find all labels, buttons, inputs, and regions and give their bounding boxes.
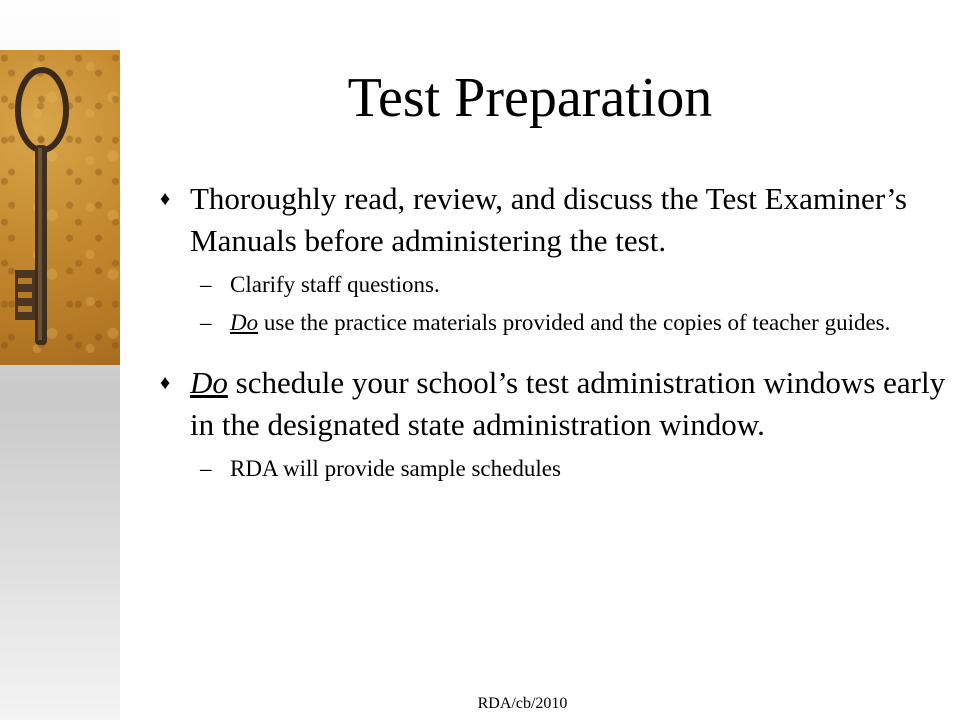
dash-bullet-icon: – [200, 456, 212, 481]
dash-bullet-icon: – [200, 272, 212, 297]
bullet-2-sub-1 [160, 452, 955, 486]
slide-content [160, 178, 955, 486]
bullet-1-sub-2 [160, 306, 955, 340]
dash-bullet-icon: – [200, 310, 212, 335]
diamond-bullet-icon: ♦ [160, 188, 171, 210]
slide-title: Test Preparation [347, 67, 713, 129]
bullet-1-sub-2-text [230, 306, 955, 340]
key-photo [0, 50, 120, 365]
bullet-1-sub-1 [160, 268, 955, 302]
bullet-2-text [190, 362, 955, 446]
emphasis-do: Do [230, 310, 259, 335]
bullet-1-text: Thoroughly read, review, and discuss the Test Examiner’s Manuals before administering the test. [190, 181, 907, 258]
diamond-bullet-icon: ♦ [160, 372, 171, 394]
slide-footer: RDA/cb/2010 [477, 695, 568, 712]
bullet-1-sub-1-text: Clarify staff questions. [230, 272, 440, 297]
key-icon [0, 50, 120, 365]
bullet-2 [160, 362, 955, 446]
bullet-2-sub-1-text: RDA will provide sample schedules [230, 456, 561, 481]
bullet-1 [160, 178, 955, 262]
bullet-2-rest: schedule your school’s test administration windows early in the designated state administration window. [190, 365, 946, 442]
emphasis-do: Do [190, 365, 228, 400]
bullet-1-sub-2-rest: use the practice materials provided and the copies of teacher guides. [258, 310, 891, 335]
